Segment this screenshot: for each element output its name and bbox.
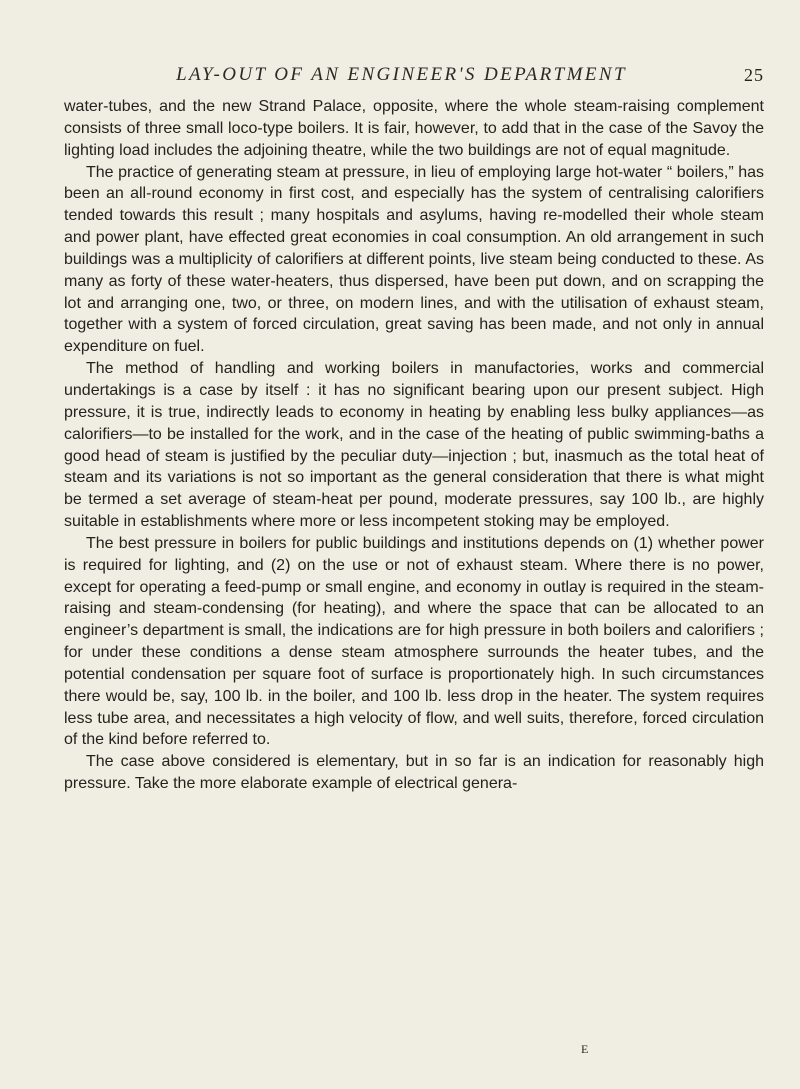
paragraph-continued: water-tubes, and the new Strand Palace, opposite, where the whole steam-raising complement consists of three small loco-type boilers. It is fair, however, to add that in the case of the Savoy the lighting load includes the adjoining theatre, while the two buildings are not of equal magnitude. <box>64 98 764 159</box>
running-head <box>64 60 764 90</box>
running-title: LAY-OUT OF AN ENGINEER'S DEPARTMENT <box>176 64 627 85</box>
body-text <box>64 96 764 795</box>
paragraph-elementary-case: The case above considered is elementary, but in so far is an indication for reasonably high pressure. Take the more elaborate example of electrical genera- <box>64 753 764 793</box>
paragraph-boiler-handling: The method of handling and working boilers in manufactories, works and commercial undertakings is a case by itself : it has no significant bearing upon our present subject. High pressure, it is true, indirectly leads to economy in heating by enabling less bulky appliances—as calorifiers—to be installed for the work, and in the case of the heating of public swimming-baths a good head of steam is justified by the peculiar duty—injection ; but, inasmuch as the total heat of steam and its variations is not so important as the general consideration that there is what might be termed a set average of steam-heat per pound, moderate pressures, say 100 lb., are highly suitable in establishments where more or less incompetent stoking may be employed. <box>64 360 764 531</box>
paragraph-best-pressure: The best pressure in boilers for public buildings and institutions depends on (1) whether power is required for lighting, and (2) on the use or not of exhaust steam. Where there is no power, except for operating a feed-pump or small engine, and economy in outlay is required in the steam-raising and steam-condensing (for heating), and where the space that can be allocated to an engineer’s department is small, the indications are for high pressure in both boilers and calorifiers ; for under these conditions a dense steam atmosphere surrounds the heater tubes, and the potential condensation per square foot of surface is proportionately high. In such circumstances there would be, say, 100 lb. in the boiler, and 100 lb. less drop in the heater. The system requires less tube area, and necessitates a high velocity of flow, and well suits, therefore, forced circulation of the kind before referred to. <box>64 534 764 749</box>
paragraph-steam-pressure: The practice of generating steam at pressure, in lieu of employing large hot-water “ boilers,” has been an all-round economy in first cost, and especially has the system of centralising calorifiers tended towards this result ; many hospitals and asylums, having re-modelled their whole steam and power plant, have effected great economies in coal consumption. An old arrangement in such buildings was a multiplicity of calorifiers at different points, live steam being conducted to these. As many as forty of these water-heaters, thus dispersed, have been put down, and on scrapping the lot and arranging one, two, or three, on modern lines, and with the utilisation of exhaust steam, together with a system of forced circulation, great saving has been made, and not only in annual expenditure on fuel. <box>64 163 764 356</box>
signature-mark: E <box>581 1042 590 1056</box>
page-number: 25 <box>744 65 764 85</box>
